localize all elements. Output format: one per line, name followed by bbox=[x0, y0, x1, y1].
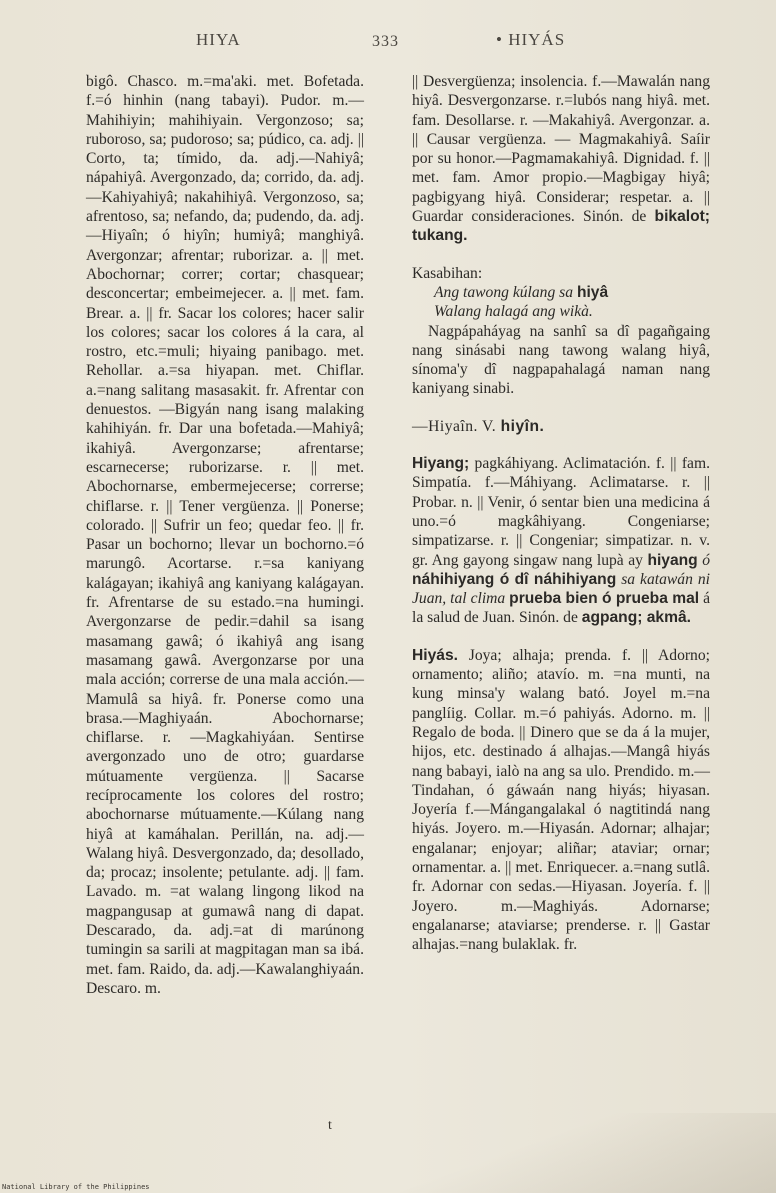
hiyang-headword: Hiyang; bbox=[412, 455, 470, 473]
right-column bbox=[412, 72, 710, 954]
library-credit: National Library of the Philippines bbox=[2, 1183, 150, 1191]
crossref-prefix: —Hiyaîn. V. bbox=[412, 417, 497, 435]
footer-mark: t bbox=[328, 1118, 332, 1133]
entry-text: || Desvergüenza; insolencia. f.—Mawalán nang hiyâ. Desvergonzarse. r.=lubós nang hiyâ. met. fam. Desollarse. r. —Makahiyâ. Avergonzar. a. || Causar vergüenza. — Magmakahiyâ. Saíir por su honor.—Pagmamakahiyâ. Dignidad. f. || met. fam. Amor propio.—Magbigay hiyâ; pagbigyang hiyâ. Considerar; respetar. a. || Guardar consideraciones. Sinón. de bbox=[412, 73, 710, 226]
hiyang-bold-4: agpang; akmâ. bbox=[581, 609, 691, 627]
proverb-keyword: hiyâ bbox=[576, 283, 609, 301]
proverb-line-2: Walang halagá ang wikà. bbox=[434, 303, 593, 321]
hiyang-entry bbox=[412, 454, 710, 628]
hiyang-text-2: ó bbox=[702, 551, 710, 569]
hiyang-text-4: á la salud de Juan. Sinón. de bbox=[412, 590, 710, 627]
hiyas-entry bbox=[412, 646, 710, 955]
hiyas-headword: Hiyás. bbox=[412, 646, 458, 664]
kasabihan-label: Kasabihan: bbox=[412, 264, 483, 282]
hiyang-bold-3: prueba bien ó prueba mal bbox=[509, 590, 700, 608]
proverb-line-1-text: Ang tawong kúlang sa bbox=[434, 283, 574, 301]
hiyang-text-1: pagkáhiyang. Aclimatación. f. || fam. Simpatía. f.—Máhiyang. Aclimatarse. r. || Probar. n. || Venir, ó sentar bien una medicina á uno.=ó magkâhiyang. Congeniarse; simpatizarse. r. || Congeniar; simpatizar. n. v. gr. Ang gayong singaw nang lupà ay bbox=[412, 455, 710, 569]
header-right-word: • HIYÁS bbox=[496, 30, 566, 49]
hiyain-crossref bbox=[412, 417, 710, 436]
page-number: 333 bbox=[372, 33, 399, 50]
proverb-explanation: Nagpápaháyag na sanhî sa dî pagañgaing nang sinásabi nang tawong walang hiyâ, sínoma'y dî nagpapahalagá naman nang kaniyang sinabi. bbox=[412, 322, 710, 398]
header-left-word: HIYA bbox=[196, 30, 241, 49]
running-head bbox=[0, 30, 776, 54]
left-column bbox=[86, 72, 364, 998]
hiyang-bold-1: hiyang bbox=[647, 551, 698, 569]
hiyas-text: Joya; alhaja; prenda. f. || Adorno; ornamento; aliño; atavío. m. =na munti, na kung minsa'y walang bató. Joyel m.=na panglíig. Collar. m.=ó pahiyás. Adorno. m. || Regalo de boda. || Dinero que se da á la mujer, hijos, etc. destinado á alhajas.—Mangâ hiyás nang babayi, ialò na ang sa ulo. Prendido. m.—Tindahan, ó gáwaán nang hiyás; hiyasan. Joyería f.—Mángangalakal ó nagtitindá nang hiyás. Joyero. m.—Hiyasán. Adornar; alhajar; engalanar; enjoyar; aliñar; ataviar; ornar; ornamentar. a. || met. Enriquecer. a.=nang sutlâ. fr. Adornar con sedas.—Hiyasan. Joyería. f. || Joyero. m.—Maghiyás. Adornarse; engalanarse; ataviarse; prenderse. r. || Gastar alhajas.=nang bulaklak. fr. bbox=[412, 646, 710, 954]
hiyang-bold-2: náhihiyang ó dî náhihiyang bbox=[412, 570, 617, 588]
crossref-target: hiyîn. bbox=[500, 417, 545, 435]
proverb-line-1 bbox=[412, 283, 710, 302]
hiya-entry-end bbox=[412, 72, 710, 246]
synonym-bold: bikalot; tukang. bbox=[412, 208, 710, 245]
hiya-entry-continuation: bigô. Chasco. m.=ma'aki. met. Bofetada. f.=ó hinhin (nang tabayi). Pudor. m.—Mahihiyin; mahihiyain. Vergonzoso; sa; ruboroso, sa; pudoroso; sa; púdico, ca. adj. || Corto, ta; tímido, da. adj.—Nahiyâ; nápahiyâ. Avergonzado, da; corrido, da. adj.—Kahiyahiyâ; nakahihiyâ. Vergonzoso, sa; afrentoso, sa; nefando, da; pudendo, da. adj.—Hiyaîn; ó hiyîn; humiyâ; manghiyâ. Avergonzar; afrentar; ruborizar. a. || met. Abochornar; correr; cortar; chasquear; desconcertar; embeimejecer. a. || met. fam. Brear. a. || fr. Sacar los colores; hacer salir los colores; sacar los colores á la cara, al rostro, etc.=muli; hiyaing panibago. met. Rehollar. a.=sa hiyapan. met. Chiflar. a.=nang salitang masasakit. fr. Afrentar con denuestos. —Bigyán nang isang malaking kahihiyán. fr. Dar una bofetada.—Mahiyâ; ikahiyâ. Avergonzarse; afrentarse; escarnecerse; ruborizarse. r. || met. Abochornarse, embermejecerse; correrse; chiflarse. r. || Tener vergüenza. || Ponerse; colorado. || Sufrir un feo; quedar feo. || fr. Pasar un bochorno; llevar un bochorno.=ó marungô. Acortarse. r.=sa kaniyang kalágayan; ikahiyâ ang kaniyang kalágayan. fr. Afrentarse de su estado.=na humingi. Avergonzarse de pedir.=dahil sa isang masamang gawâ; ó ikahiyâ ang isang masamang gawâ. Avergonzarse por una mala acción; correrse de una mala acción.—Mamulâ sa hiyâ. fr. Ponerse como una brasa.—Maghiyaán. Abochornarse; chiflarse. r. —Magkahiyáan. Sentirse avergonzado uno de otro; guardarse mútuamente vergüenza. || Sacarse recíprocamente los colores del rostro; abochornarse mútuamente.—Kúlang nang hiyâ at kamáhalan. Perillán, na. adj.—Walang hiyâ. Desvergonzado, da; desollado, da; procaz; insolente; petulante. adj. || fam. Lavado. m. =at walang lingong likod na magpangusap at gumawâ nang di dapat. Descarado, da. adj.=at di marúnong tumingin sa sarili at magpitagan man sa ibá. met. fam. Raido, da. adj.—Kawalanghiyaán. Descaro. m. bbox=[86, 73, 364, 997]
page-fold-shadow bbox=[356, 1113, 776, 1193]
hiyang-text-3: sa katawán ni Juan, tal clima bbox=[412, 570, 711, 608]
